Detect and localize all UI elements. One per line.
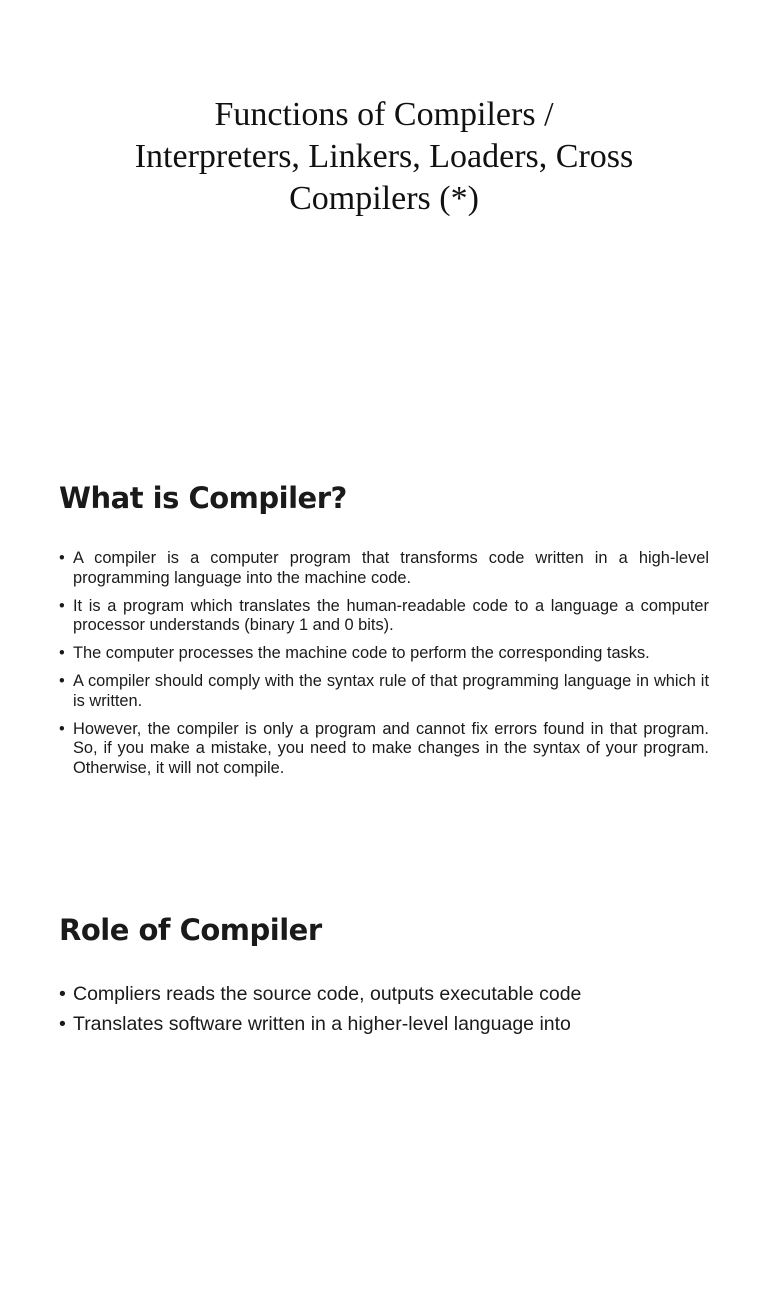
title-slide [0, 0, 768, 432]
bullet-item: • A compiler should comply with the syntax rule of that programming language in which it is written. [58, 672, 709, 711]
title-line: Functions of Compilers / [214, 96, 554, 133]
title-line: Compilers (*) [289, 180, 479, 217]
bullet-item: • It is a program which translates the human-readable code to a language a computer processor understands (binary 1 and 0 bits). [58, 597, 709, 636]
title-line: Interpreters, Linkers, Loaders, Cross [134, 138, 634, 175]
what-is-compiler-bullet-list [58, 549, 709, 787]
role-of-compiler-slide [0, 864, 768, 1296]
bullet-item: • However, the compiler is only a program and cannot fix errors found in that program. So, if you make a mistake, you need to make changes in the syntax of your program. Otherwise, it will not compile. [58, 720, 709, 779]
role-of-compiler-heading: Role of Compiler [59, 913, 322, 947]
bullet-item: • The computer processes the machine code to perform the corresponding tasks. [58, 644, 709, 664]
role-of-compiler-bullet-list [58, 982, 709, 1042]
bullet-item: • Translates software written in a higher-level language into [58, 1012, 709, 1036]
bullet-item: • A compiler is a computer program that transforms code written in a high-level programming language into the machine code. [58, 549, 709, 588]
what-is-compiler-slide [0, 432, 768, 864]
what-is-compiler-heading: What is Compiler? [59, 481, 347, 515]
bullet-item: • Compliers reads the source code, outputs executable code [58, 982, 709, 1006]
presentation-title [60, 94, 708, 220]
